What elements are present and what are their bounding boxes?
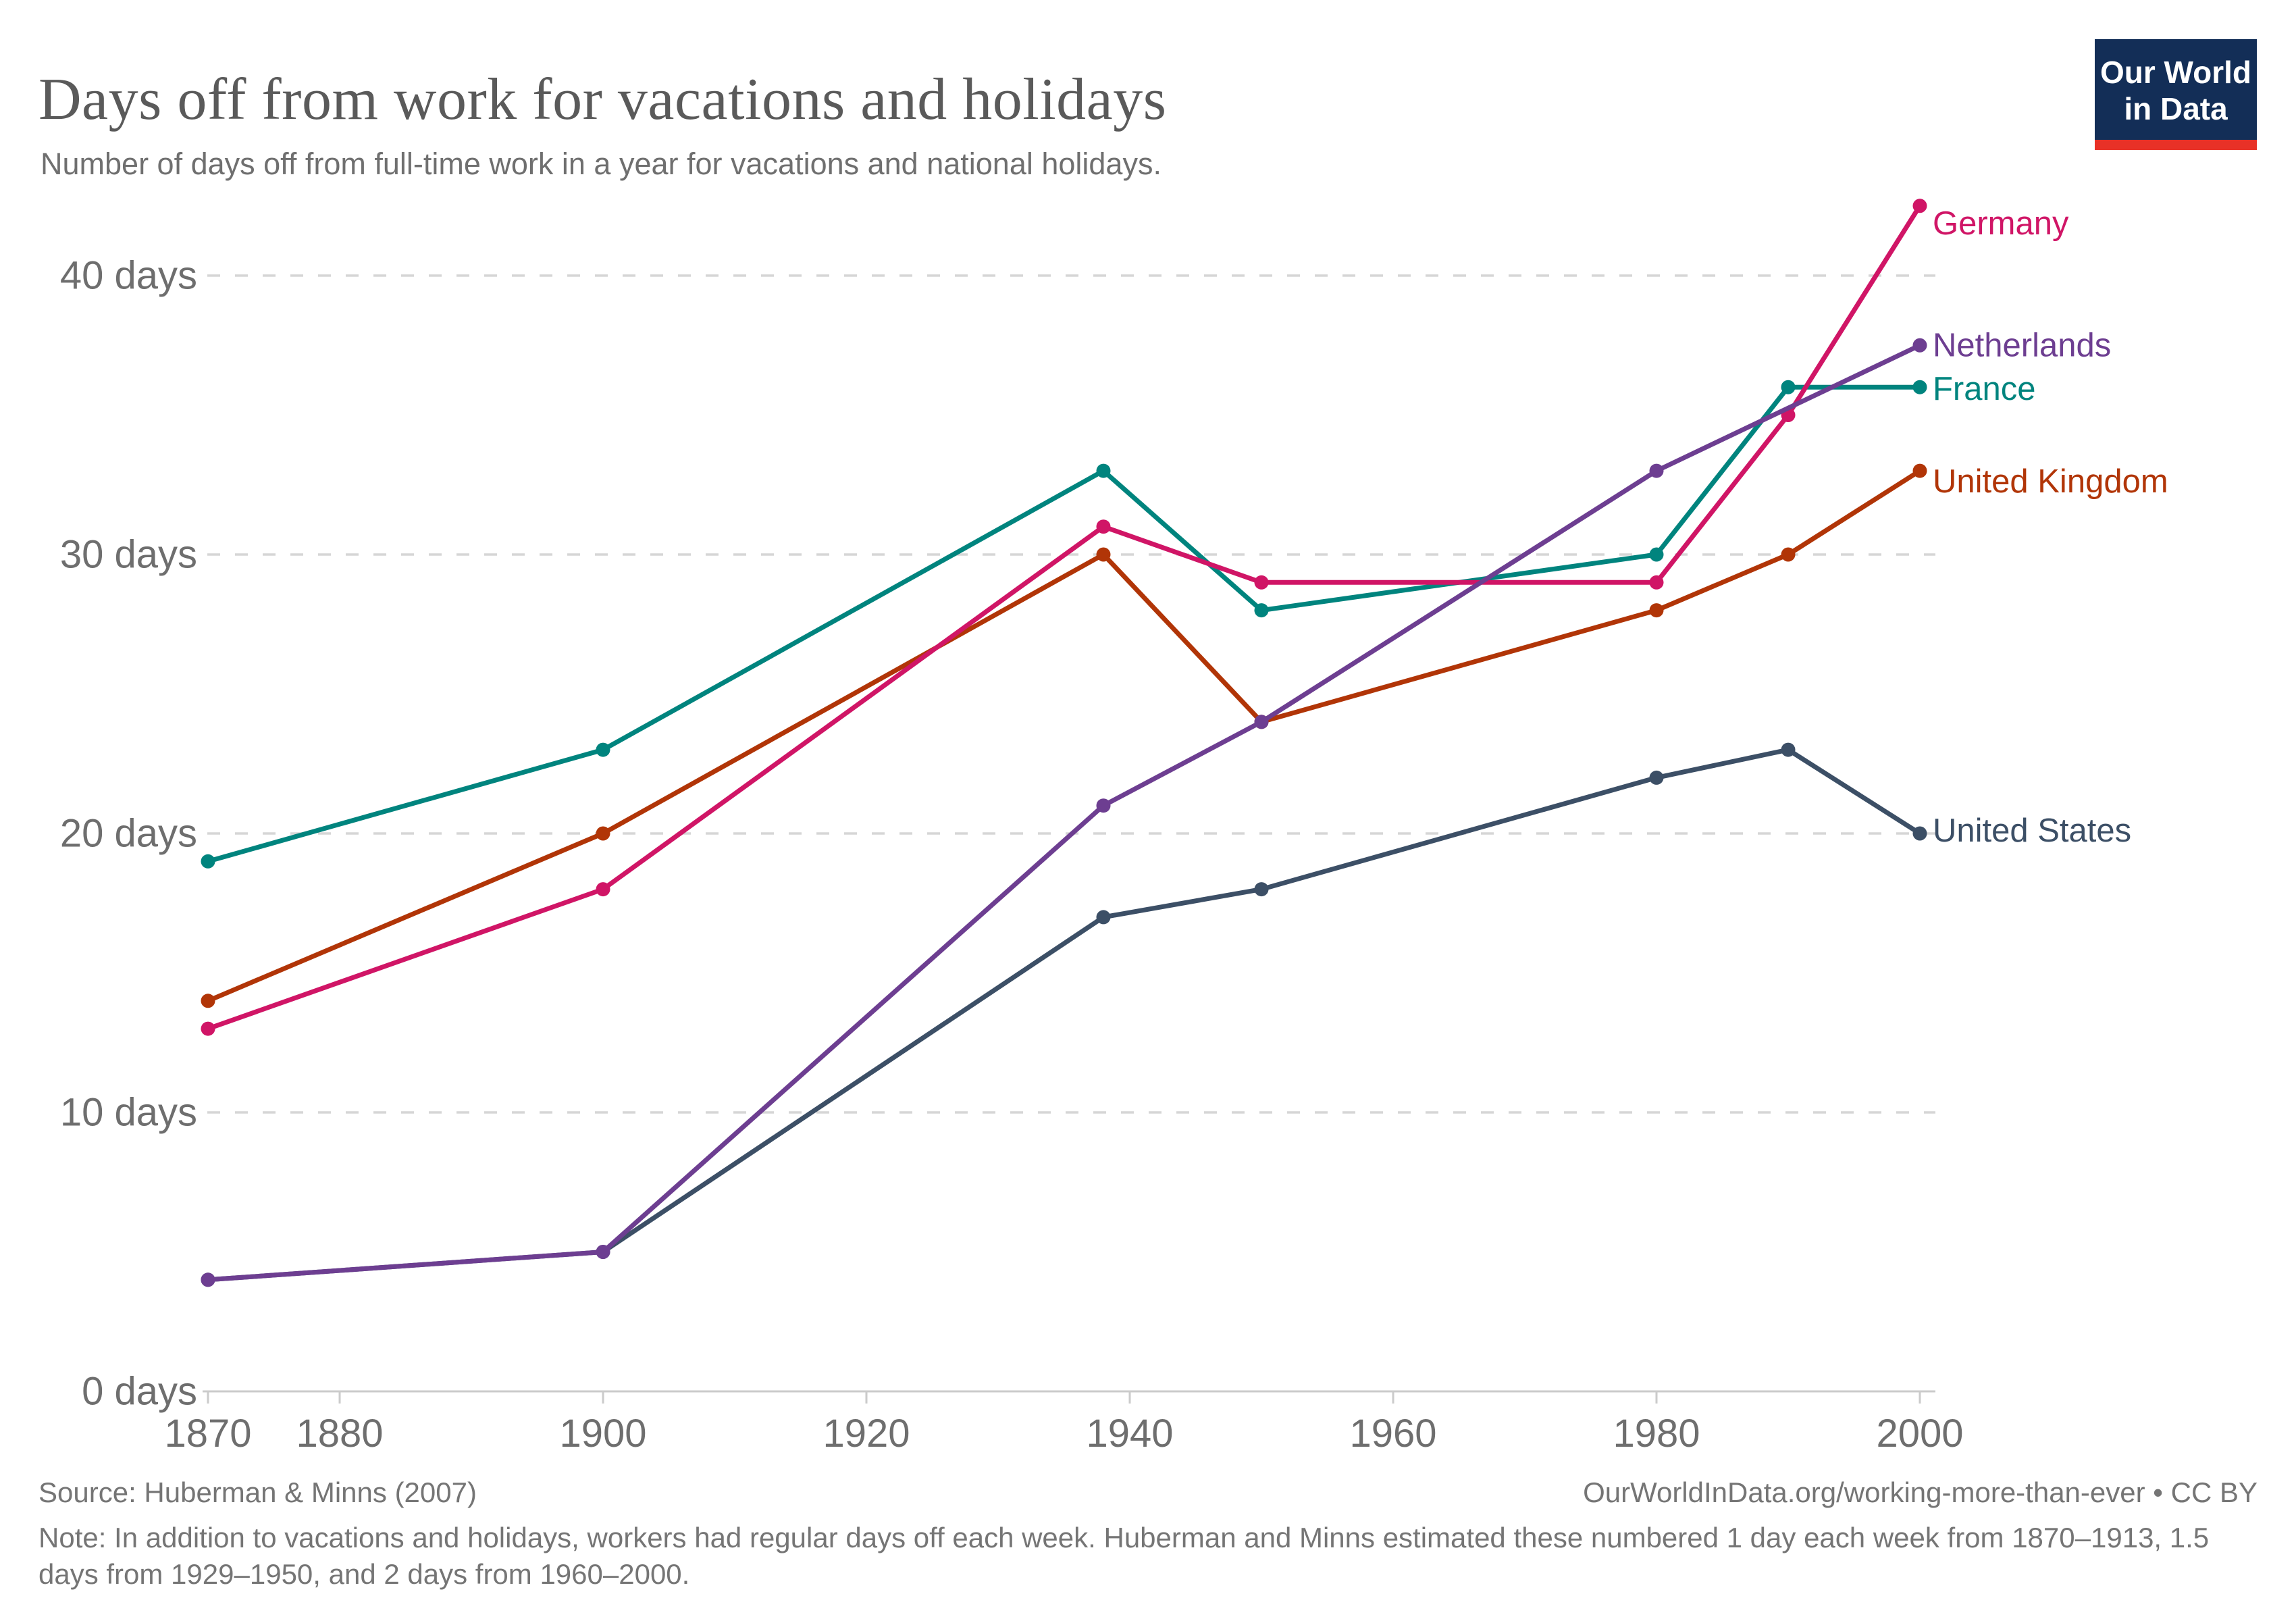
chart-subtitle: Number of days off from full-time work in a year for vacations and national holidays.	[41, 147, 1162, 181]
data-point-netherlands-1900[interactable]	[596, 1245, 610, 1259]
footnote-text: Note: In addition to vacations and holidays, workers had regular days off each week. Huberman and Minns estimated these numbered 1 day each week from 1870–1913, 1.5 days from 1929–1950, and 2 days from 1960–2000.	[38, 1521, 2210, 1591]
data-point-united-kingdom-1990[interactable]	[1781, 548, 1796, 562]
series-line-united-kingdom[interactable]	[208, 471, 1920, 1001]
x-tick-label-1880: 1880	[296, 1412, 384, 1456]
data-point-france-1950[interactable]	[1255, 603, 1269, 617]
data-point-united-kingdom-2000[interactable]	[1913, 464, 1927, 478]
data-point-united-kingdom-1980[interactable]	[1650, 603, 1664, 617]
data-point-france-1990[interactable]	[1781, 380, 1796, 394]
data-point-united-states-1950[interactable]	[1255, 882, 1269, 896]
series-line-germany[interactable]	[208, 206, 1920, 1029]
series-label-germany[interactable]: Germany	[1933, 205, 2069, 242]
x-tick-label-2000: 2000	[1876, 1412, 1964, 1456]
data-point-germany-1870[interactable]	[201, 1022, 215, 1036]
series-label-united-states[interactable]: United States	[1933, 813, 2132, 849]
series-line-france[interactable]	[208, 387, 1920, 861]
data-point-united-states-1938[interactable]	[1097, 910, 1111, 924]
y-tick-label-10: 10 days	[59, 1090, 197, 1135]
data-point-netherlands-1980[interactable]	[1650, 464, 1664, 478]
data-point-netherlands-1870[interactable]	[201, 1272, 215, 1287]
data-point-france-2000[interactable]	[1913, 380, 1927, 394]
data-point-united-kingdom-1900[interactable]	[596, 827, 610, 841]
data-point-germany-1900[interactable]	[596, 882, 610, 896]
data-point-united-kingdom-1938[interactable]	[1097, 548, 1111, 562]
y-tick-label-30: 30 days	[59, 532, 197, 577]
data-point-united-kingdom-1870[interactable]	[201, 994, 215, 1008]
data-point-france-1870[interactable]	[201, 854, 215, 869]
x-tick-label-1900: 1900	[559, 1412, 647, 1456]
chart-title: Days off from work for vacations and holidays	[38, 66, 1167, 132]
data-point-united-states-2000[interactable]	[1913, 827, 1927, 841]
x-tick-label-1920: 1920	[823, 1412, 910, 1456]
series-line-netherlands[interactable]	[208, 345, 1920, 1280]
attribution-link[interactable]: OurWorldInData.org/working-more-than-ever • CC BY	[1583, 1476, 2258, 1508]
series-label-france[interactable]: France	[1933, 371, 2036, 408]
data-point-germany-1980[interactable]	[1650, 575, 1664, 590]
chart-footer	[38, 1474, 2258, 1593]
x-tick-label-1960: 1960	[1349, 1412, 1437, 1456]
data-point-netherlands-1950[interactable]	[1255, 715, 1269, 729]
data-point-france-1900[interactable]	[596, 743, 610, 757]
x-tick-label-1980: 1980	[1613, 1412, 1700, 1456]
data-point-netherlands-2000[interactable]	[1913, 338, 1927, 353]
source-text: Source: Huberman & Minns (2007)	[38, 1476, 477, 1508]
series-label-united-kingdom[interactable]: United Kingdom	[1933, 463, 2168, 500]
data-point-germany-2000[interactable]	[1913, 199, 1927, 213]
y-tick-label-0: 0 days	[82, 1369, 197, 1414]
x-tick-label-1870: 1870	[164, 1412, 252, 1456]
data-point-united-states-1990[interactable]	[1781, 743, 1796, 757]
data-point-united-states-1980[interactable]	[1650, 771, 1664, 785]
data-point-germany-1950[interactable]	[1255, 575, 1269, 590]
data-point-germany-1938[interactable]	[1097, 519, 1111, 534]
data-point-france-1980[interactable]	[1650, 548, 1664, 562]
data-point-netherlands-1938[interactable]	[1097, 798, 1111, 813]
data-point-france-1938[interactable]	[1097, 464, 1111, 478]
y-tick-label-40: 40 days	[59, 253, 197, 298]
x-tick-label-1940: 1940	[1086, 1412, 1174, 1456]
owid-logo-line1: Our World	[2099, 55, 2252, 90]
y-tick-label-20: 20 days	[59, 811, 197, 856]
series-line-united-states[interactable]	[208, 750, 1920, 1280]
owid-logo-line2: in Data	[2124, 91, 2228, 127]
series-label-netherlands[interactable]: Netherlands	[1933, 327, 2112, 364]
